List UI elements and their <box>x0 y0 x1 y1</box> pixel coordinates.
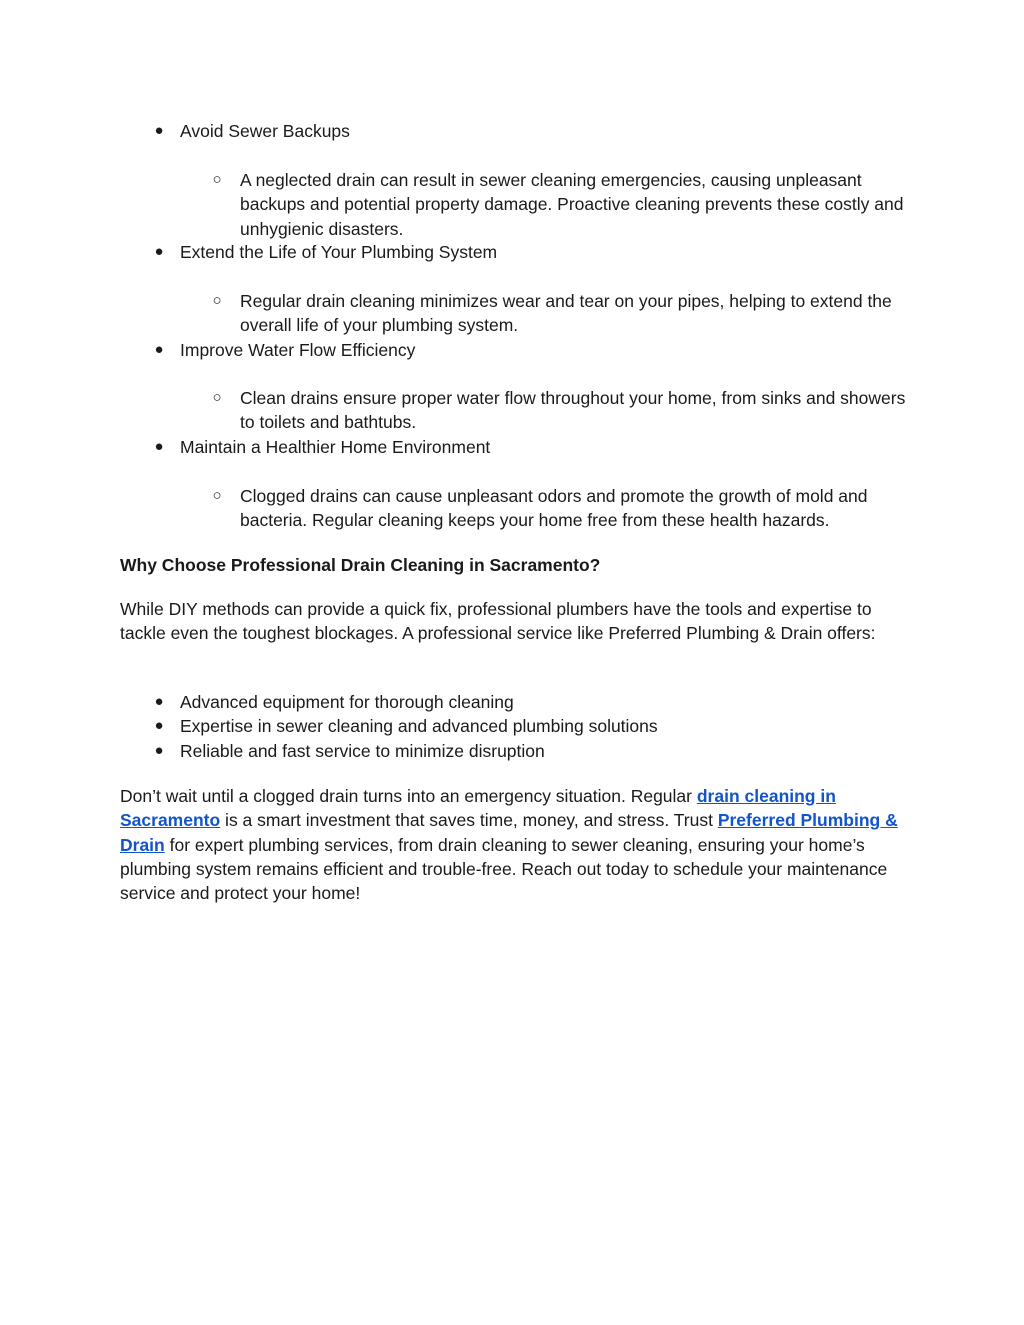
bullet-icon: ● <box>154 243 164 260</box>
benefit-title: Improve Water Flow Efficiency <box>180 340 416 360</box>
feature-text: Reliable and fast service to minimize disruption <box>180 741 545 761</box>
intro-paragraph: While DIY methods can provide a quick fix, professional plumbers have the tools and expertise to tackle even the toughest blockages. A professional service like Preferred Plumbing & Drain offers: <box>120 599 876 644</box>
feature-text: Advanced equipment for thorough cleaning <box>180 692 514 712</box>
benefit-title: Extend the Life of Your Plumbing System <box>180 242 498 262</box>
bullet-icon: ● <box>154 693 164 710</box>
closing-text-3: for expert plumbing services, from drain cleaning to sewer cleaning, ensuring your home’s plumbing system remains efficient and trouble-free. Reach out today to schedule your maintenance service and protect your home! <box>120 834 888 904</box>
bullet-icon: ● <box>154 122 164 139</box>
sub-bullet-icon: ○ <box>212 487 222 504</box>
closing-paragraph <box>120 784 900 905</box>
sub-bullet-icon: ○ <box>212 171 222 188</box>
bullet-icon: ● <box>154 717 164 734</box>
sub-bullet-icon: ○ <box>212 389 222 406</box>
feature-text: Expertise in sewer cleaning and advanced plumbing solutions <box>180 716 658 736</box>
bullet-icon: ● <box>154 341 164 358</box>
closing-text-2: is a smart investment that saves time, money, and stress. Trust <box>220 810 718 831</box>
benefit-title: Maintain a Healthier Home Environment <box>180 437 491 457</box>
section-heading: Why Choose Professional Drain Cleaning in Sacramento? <box>120 555 601 575</box>
bullet-icon: ● <box>154 438 164 455</box>
benefit-detail: A neglected drain can result in sewer cleaning emergencies, causing unpleasant backups and potential property damage. Proactive cleaning prevents these costly and unhygienic disasters. <box>240 170 904 239</box>
sub-bullet-icon: ○ <box>212 292 222 309</box>
drain-cleaning-sacramento-link[interactable]: drain cleaning in Sacramento <box>120 786 836 831</box>
benefit-detail: Regular drain cleaning minimizes wear and tear on your pipes, helping to extend the overall life of your plumbing system. <box>240 291 892 336</box>
benefit-detail: Clean drains ensure proper water flow throughout your home, from sinks and showers to toilets and bathtubs. <box>240 388 906 433</box>
benefit-detail: Clogged drains can cause unpleasant odors and promote the growth of mold and bacteria. Regular cleaning keeps your home free from these health hazards. <box>240 486 868 531</box>
benefit-title: Avoid Sewer Backups <box>180 121 350 141</box>
bullet-icon: ● <box>154 742 164 759</box>
preferred-plumbing-link[interactable]: Preferred Plumbing & Drain <box>120 810 898 855</box>
closing-text-1: Don’t wait until a clogged drain turns into an emergency situation. Regular <box>120 786 697 806</box>
